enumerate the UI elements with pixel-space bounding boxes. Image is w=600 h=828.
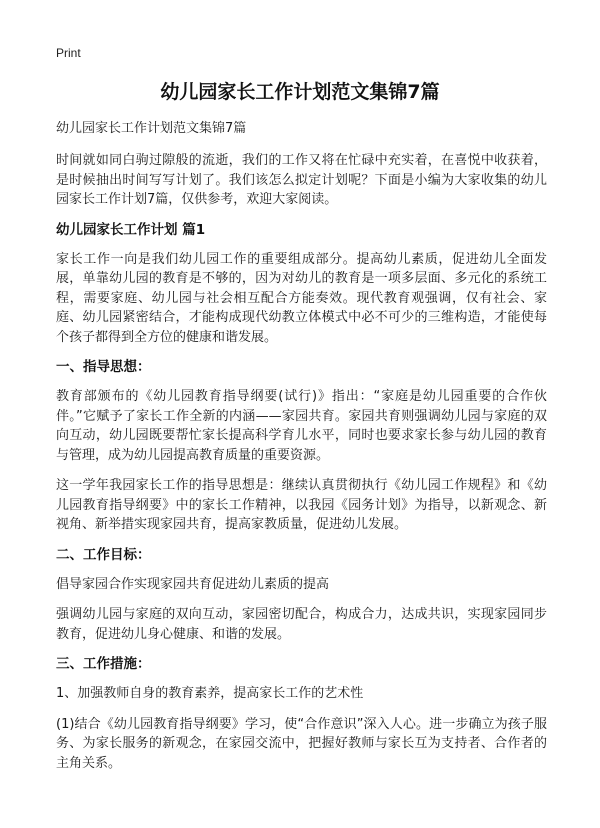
article-intro-paragraph: 家长工作一向是我们幼儿园工作的重要组成部分。提高幼儿素质，促进幼儿全面发展，单靠幼儿园的教育是不够的，因为对幼儿的教育是一项多层面、多元化的系统工程，需要家庭、幼儿园与社会相互配合方能奏效。现代教育观强调，仅有社会、家庭、幼儿园紧密结合，才能构成现代幼教立体模式中必不可少的三维构造，才能使每个孩子都得到全方位的健康和谐发展。: [56, 251, 547, 345]
document-subtitle: 幼儿园家长工作计划范文集锦7篇: [56, 121, 247, 136]
work-goals-paragraph-1: 倡导家园合作实现家园共育促进幼儿素质的提高: [56, 576, 330, 592]
section-heading-work-goals: 二、工作目标：: [56, 546, 151, 563]
work-goals-paragraph-2: 强调幼儿园与家庭的双向互动，家园密切配合，构成合力，达成共识，实现家园同步教育，促进幼儿身心健康、和谐的发展。: [56, 607, 547, 642]
print-label: Print: [56, 46, 81, 60]
article-heading: 幼儿园家长工作计划 篇1: [56, 221, 206, 238]
section-heading-work-measures: 三、工作措施：: [56, 656, 151, 672]
work-measures-paragraph-2: (1)结合《幼儿园教育指导纲要》学习，使“合作意识”深入人心。进一步确立为孩子服务、为家长服务的新观念，在家园交流中，把握好教师与家长互为支持者、合作者的主角关系。: [56, 716, 547, 771]
guiding-ideology-paragraph-2: 这一学年我园家长工作的指导思想是：继续认真贯彻执行《幼儿园工作规程》和《幼儿园教育指导纲要》中的家长工作精神，以我园《园务计划》为指导，以新观念、新视角、新举措实现家园共育，提高家教质量，促进幼儿发展。: [56, 478, 547, 532]
document-title: 幼儿园家长工作计划范文集锦7篇: [160, 81, 440, 103]
intro-paragraph: 时间就如同白驹过隙般的流逝，我们的工作又将在忙碌中充实着，在喜悦中收获着，是时候抽出时间写写计划了。我们该怎么拟定计划呢？下面是小编为大家收集的幼儿园家长工作计划7篇，仅供参考，欢迎大家阅读。: [56, 153, 547, 207]
guiding-ideology-paragraph-1: 教育部颁布的《幼儿园教育指导纲要(试行)》指出：“家庭是幼儿园重要的合作伙伴。”它赋予了家长工作全新的内涵——家园共育。家园共育则强调幼儿园与家庭的双向互动，幼儿园既要帮忙家长提高科学育儿水平，同时也要求家长参与幼儿园的教育与管理，成为幼儿园提高教育质量的重要资源。: [56, 389, 547, 463]
section-heading-guiding-ideology: 一、指导思想：: [56, 359, 151, 375]
work-measures-paragraph-1: 1、加强教师自身的教育素养，提高家长工作的艺术性: [56, 686, 364, 701]
document-body: [56, 120, 547, 784]
